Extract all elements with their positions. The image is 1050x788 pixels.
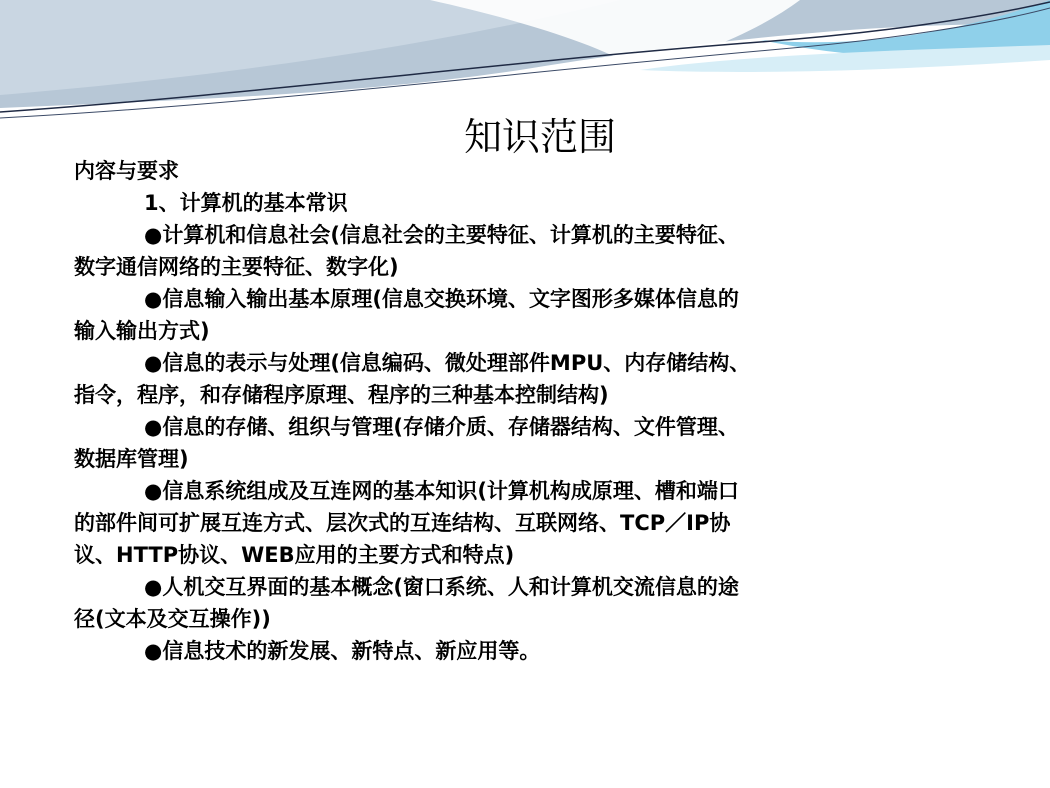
bullet-item — [74, 475, 894, 507]
bullet-item — [74, 635, 894, 667]
bullet-text: 信息技术的新发展、新特点、新应用等。 — [162, 639, 541, 663]
bullet-icon: ● — [144, 575, 163, 599]
bullet-item — [74, 571, 894, 603]
slide-title: 知识范围 — [463, 115, 616, 159]
bullet-text: 人机交互界面的基本概念(窗口系统、人和计算机交流信息的途 — [162, 575, 739, 599]
content-body — [74, 155, 894, 667]
bullet-text: 信息输入输出基本原理(信息交换环境、文字图形多媒体信息的 — [162, 287, 739, 311]
bullet-item — [74, 219, 894, 251]
bullet-icon: ● — [144, 415, 163, 439]
bullet-text: 信息系统组成及互连网的基本知识(计算机构成原理、槽和端口 — [162, 479, 739, 503]
bullet-text: 计算机和信息社会(信息社会的主要特征、计算机的主要特征、 — [162, 223, 739, 247]
bullet-continuation: 数字通信网络的主要特征、数字化) — [74, 255, 399, 279]
bullet-continuation: 议、HTTP协议、WEB应用的主要方式和特点) — [74, 543, 515, 567]
bullet-item — [74, 283, 894, 315]
bullet-text: 信息的表示与处理(信息编码、微处理部件MPU、内存储结构、 — [162, 351, 751, 375]
bullet-continuation: 指令，程序，和存储程序原理、程序的三种基本控制结构) — [74, 383, 609, 407]
bullet-text: 信息的存储、组织与管理(存储介质、存储器结构、文件管理、 — [162, 415, 739, 439]
bullet-continuation: 的部件间可扩展互连方式、层次式的互连结构、互联网络、TCP／IP协 — [74, 511, 731, 535]
bullet-item — [74, 411, 894, 443]
bullet-continuation: 数据库管理) — [74, 447, 189, 471]
bullet-continuation: 径(文本及交互操作)) — [74, 607, 271, 631]
bullet-item — [74, 347, 894, 379]
bullet-icon: ● — [144, 287, 163, 311]
bullet-icon: ● — [144, 351, 163, 375]
bullet-icon: ● — [144, 479, 163, 503]
bullet-icon: ● — [144, 223, 163, 247]
section-heading: 1、计算机的基本常识 — [144, 191, 348, 215]
content-heading: 内容与要求 — [74, 159, 179, 183]
bullet-continuation: 输入输出方式) — [74, 319, 210, 343]
bullet-icon: ● — [144, 639, 163, 663]
